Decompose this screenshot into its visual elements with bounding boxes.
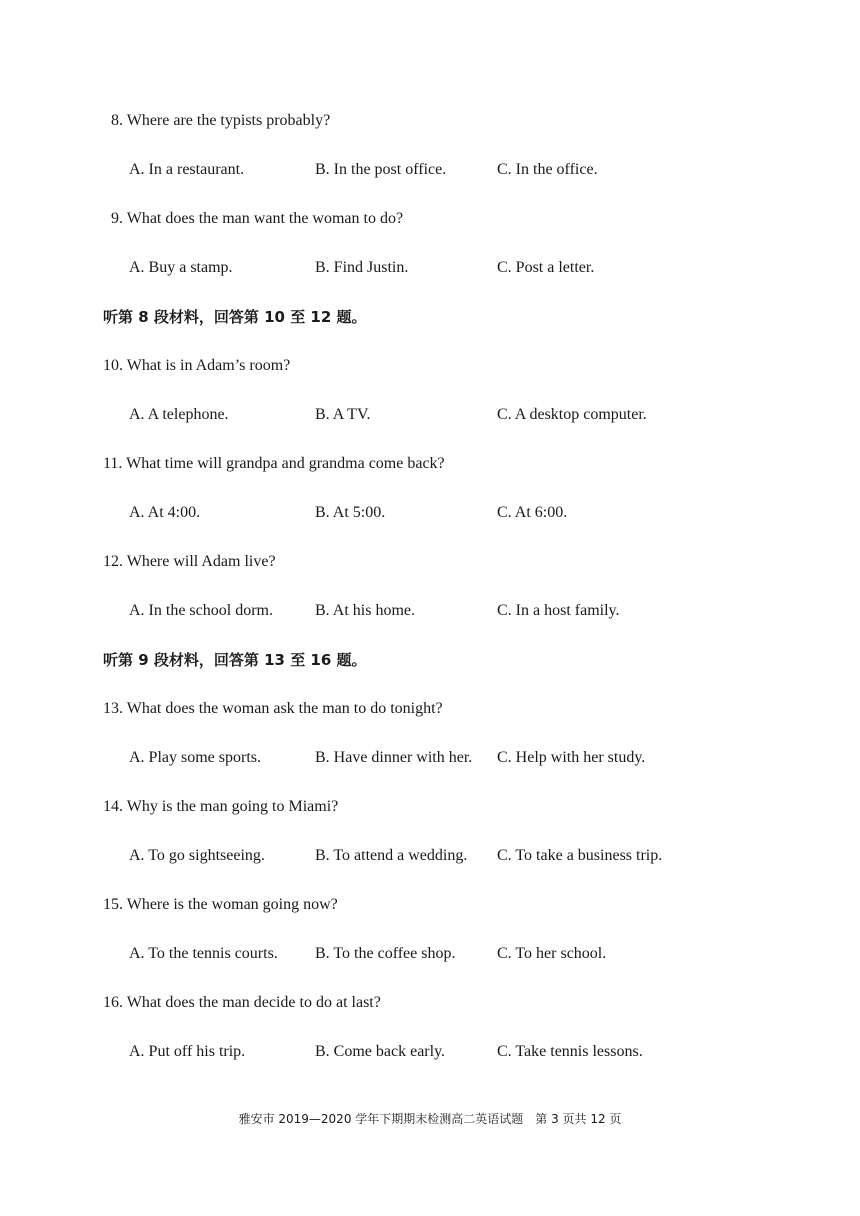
question-12: 12. Where will Adam live?	[103, 553, 276, 570]
question-9: 9. What does the man want the woman to do?	[111, 210, 404, 227]
q8-option-a: A. In a restaurant.	[129, 161, 245, 178]
q16-option-c: C. Take tennis lessons.	[497, 1043, 643, 1060]
q10-option-b: B. A TV.	[315, 406, 371, 423]
q13-option-c: C. Help with her study.	[497, 749, 646, 766]
q8-option-c: C. In the office.	[497, 161, 598, 178]
q10-option-c: C. A desktop computer.	[497, 406, 647, 423]
section-heading-8: 听第 8 段材料，回答第 10 至 12 题。	[103, 308, 367, 326]
q14-option-c: C. To take a business trip.	[497, 847, 663, 864]
question-8: 8. Where are the typists probably?	[111, 112, 331, 129]
q9-option-a: A. Buy a stamp.	[129, 259, 233, 276]
q12-option-b: B. At his home.	[315, 602, 416, 619]
q16-option-b: B. Come back early.	[315, 1043, 446, 1060]
q11-option-b: B. At 5:00.	[315, 504, 386, 521]
q10-option-a: A. A telephone.	[129, 406, 229, 423]
question-10: 10. What is in Adam’s room?	[103, 357, 291, 374]
page-footer: 雅安市 2019—2020 学年下期期末检测高二英语试题 第 3 页共 12 页	[238, 1112, 622, 1126]
q14-option-a: A. To go sightseeing.	[129, 847, 265, 864]
q11-option-a: A. At 4:00.	[129, 504, 201, 521]
q9-option-b: B. Find Justin.	[315, 259, 409, 276]
q13-option-b: B. Have dinner with her.	[315, 749, 473, 766]
q11-option-c: C. At 6:00.	[497, 504, 568, 521]
q12-option-a: A. In the school dorm.	[129, 602, 273, 619]
question-13: 13. What does the woman ask the man to do tonight?	[103, 700, 443, 717]
q15-option-c: C. To her school.	[497, 945, 607, 962]
q12-option-c: C. In a host family.	[497, 602, 620, 619]
question-14: 14. Why is the man going to Miami?	[103, 798, 339, 815]
q15-option-a: A. To the tennis courts.	[129, 945, 278, 962]
question-11: 11. What time will grandpa and grandma come back?	[103, 455, 445, 472]
q8-option-b: B. In the post office.	[315, 161, 447, 178]
question-16: 16. What does the man decide to do at last?	[103, 994, 381, 1011]
section-heading-9: 听第 9 段材料，回答第 13 至 16 题。	[103, 651, 367, 669]
q16-option-a: A. Put off his trip.	[129, 1043, 246, 1060]
q13-option-a: A. Play some sports.	[129, 749, 261, 766]
q15-option-b: B. To the coffee shop.	[315, 945, 456, 962]
question-15: 15. Where is the woman going now?	[103, 896, 338, 913]
q14-option-b: B. To attend a wedding.	[315, 847, 468, 864]
q9-option-c: C. Post a letter.	[497, 259, 595, 276]
